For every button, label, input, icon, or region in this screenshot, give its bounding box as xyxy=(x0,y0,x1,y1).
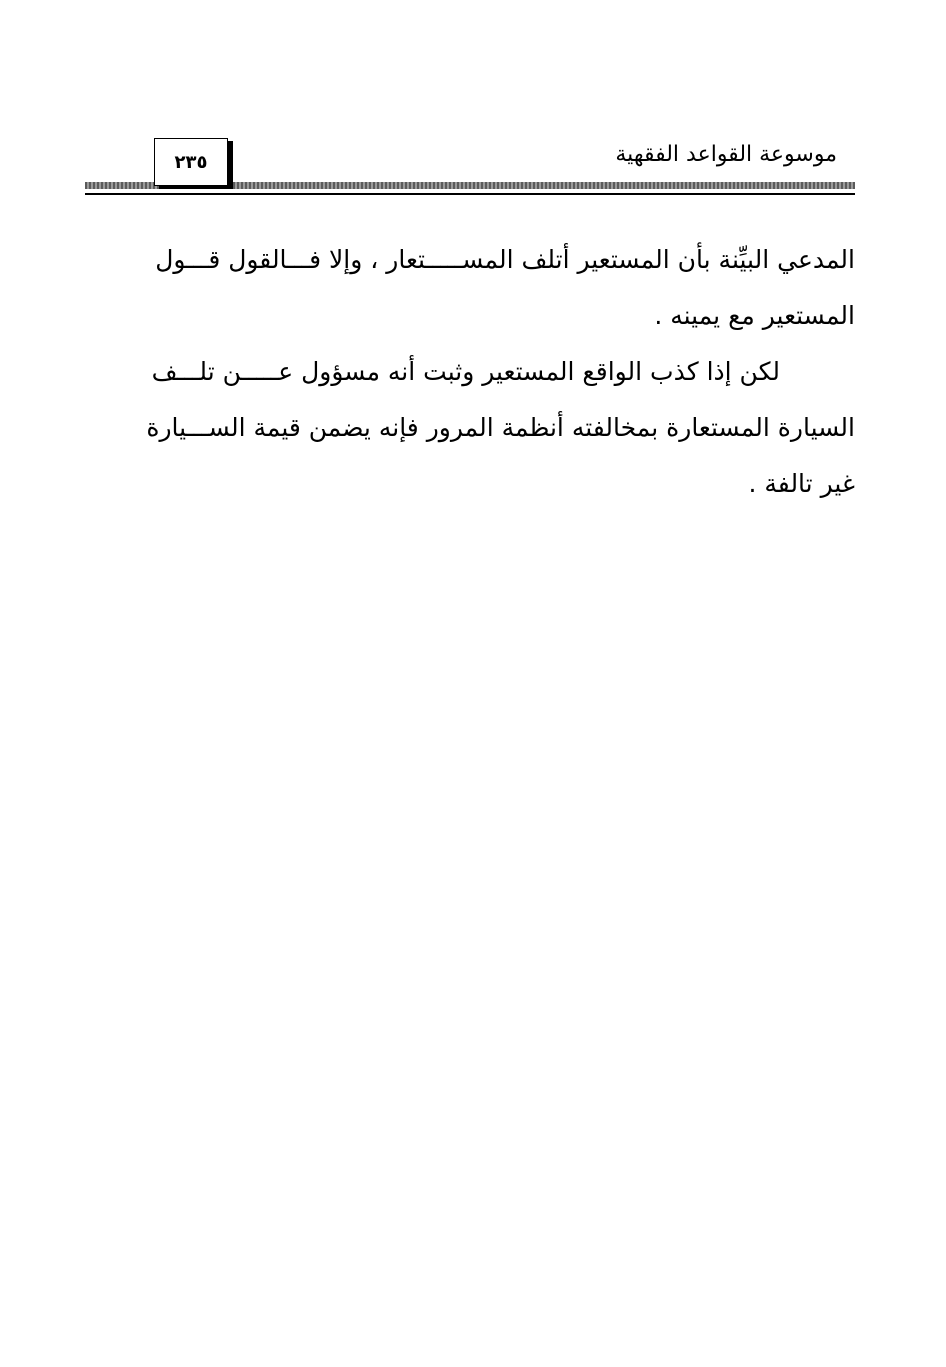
page-number: ٢٣٥ xyxy=(174,151,208,173)
running-header xyxy=(85,138,855,200)
text-line: المدعي البيِّنة بأن المستعير أتلف المســـــتعار ، وإلا فـــالقول قـــول xyxy=(155,245,855,274)
text-line: السيارة المستعارة بمخالفته أنظمة المرور فإنه يضمن قيمة الســـيارة xyxy=(146,413,855,442)
text-line: غير تالفة . xyxy=(748,469,855,498)
text-line: لكن إذا كذب الواقع المستعير وثبت أنه مسؤول عـــــن تلـــف xyxy=(151,357,780,386)
body-text xyxy=(85,232,855,512)
text-line: المستعير مع يمينه . xyxy=(654,301,855,330)
header-rule xyxy=(85,193,855,195)
book-title: موسوعة القواعد الفقهية xyxy=(615,142,837,167)
page-number-box xyxy=(154,138,228,186)
